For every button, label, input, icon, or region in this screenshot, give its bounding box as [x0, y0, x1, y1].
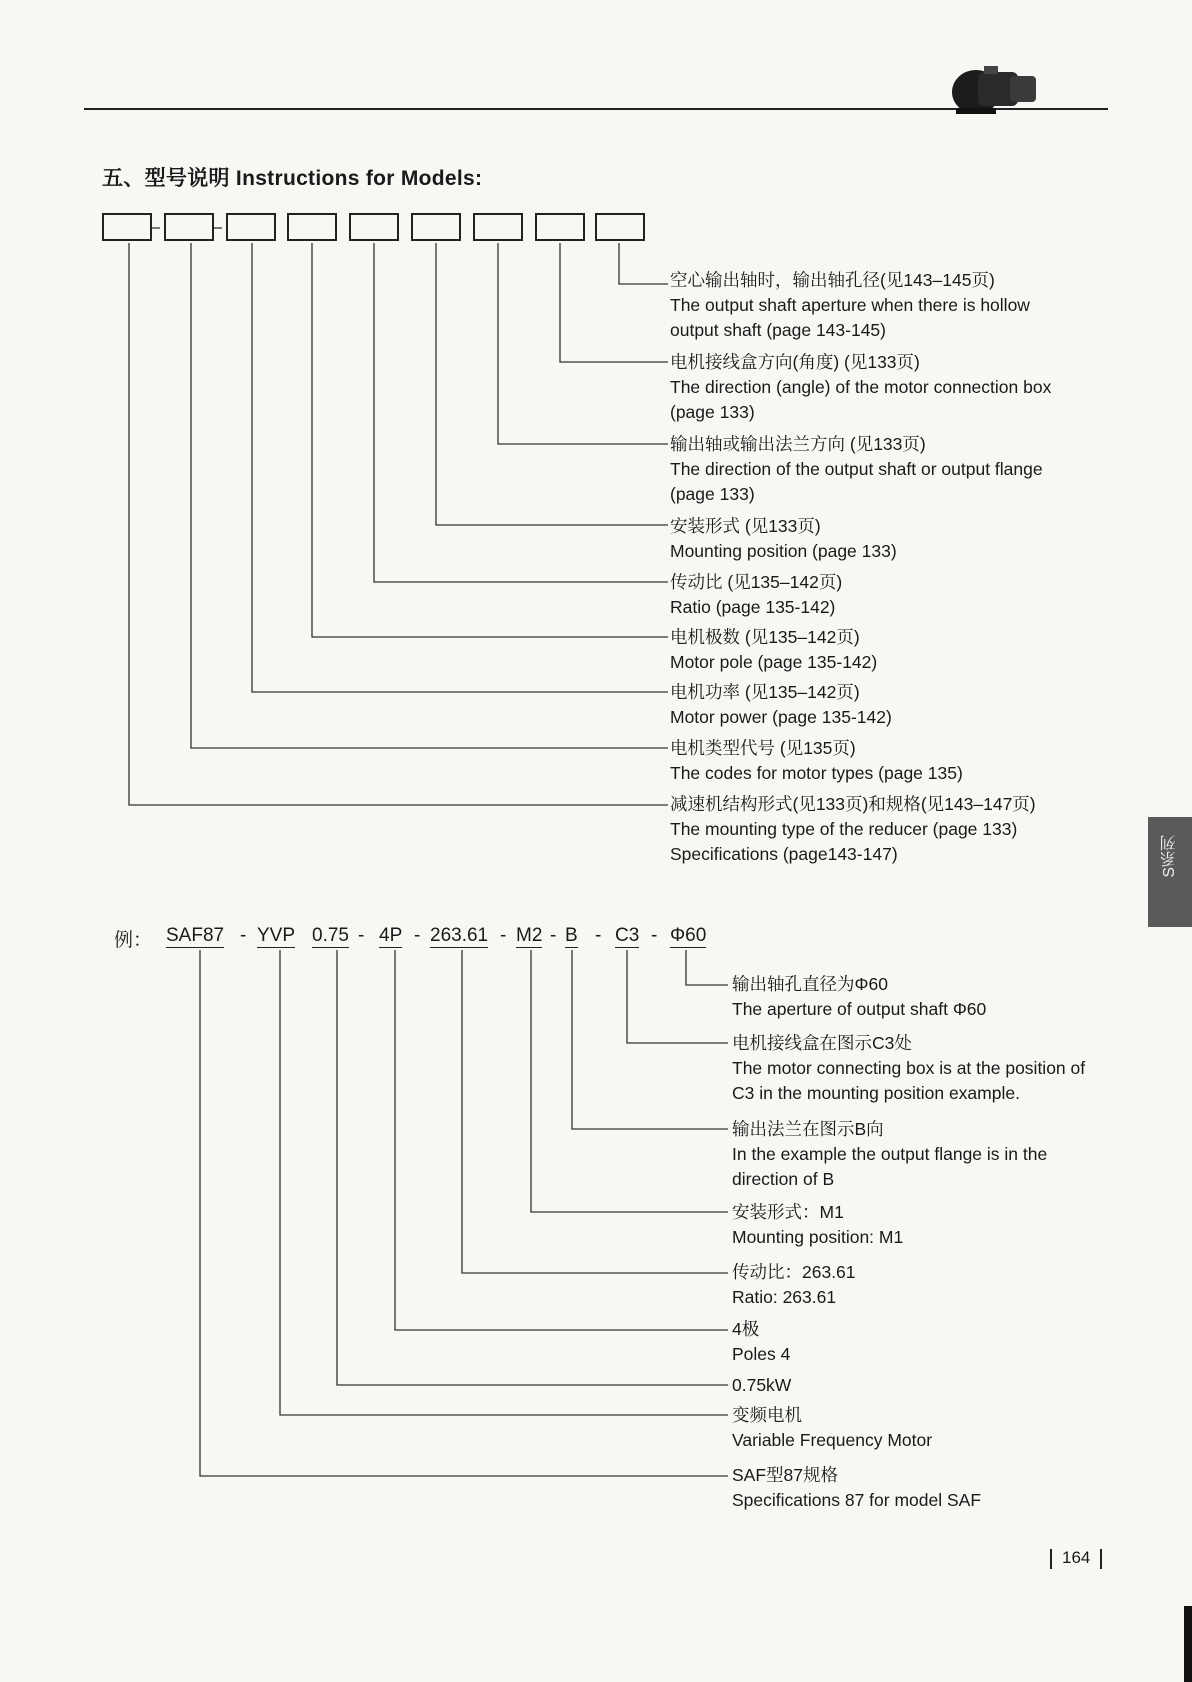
example-desc-aperture: 输出轴孔直径为Φ60 The aperture of output shaft Φ60	[732, 974, 987, 1019]
example-code-flange: B	[565, 925, 578, 946]
example-desc-model: SAF型87规格 Specifications 87 for model SAF	[732, 1465, 982, 1510]
example-code-ratio: 263.61	[430, 925, 489, 946]
example-code-poles: 4P	[379, 925, 403, 946]
example-dash: -	[500, 925, 507, 946]
code-box-8	[535, 213, 585, 241]
desc-motor-type-code: 电机类型代号 (见135页) The codes for motor types (page 135)	[670, 738, 963, 783]
example-desc-connecting-box: 电机接线盒在图示C3处 The motor connecting box is at the position of C3 in the mounting position example.	[732, 1033, 1086, 1103]
example-code-mounting: M2	[516, 925, 543, 946]
example-label: 例：	[114, 930, 153, 951]
code-box-1	[102, 213, 152, 241]
code-box-7	[473, 213, 523, 241]
section-tab: S系列	[1148, 817, 1192, 927]
example-dash: -	[651, 925, 658, 946]
example-code-yvp: YVP	[257, 925, 296, 946]
example-desc-output-flange: 输出法兰在图示B向 In the example the output flange is in the direction of B	[732, 1119, 1048, 1189]
example-desc-mounting: 安装形式：M1 Mounting position: M1	[732, 1202, 904, 1247]
example-desc-poles: 4极 Poles 4	[732, 1319, 791, 1364]
example-desc-ratio: 传动比：263.61 Ratio: 263.61	[732, 1262, 856, 1307]
desc-reducer-type: 减速机结构形式(见133页)和规格(见143–147页) The mounting type of the reducer (page 133) Specifications (page143-147)	[670, 794, 1036, 864]
example-desc-motor: 变频电机 Variable Frequency Motor	[732, 1405, 933, 1450]
desc-motor-power: 电机功率 (见135–142页) Motor power (page 135-142)	[670, 682, 892, 727]
code-box-2	[164, 213, 214, 241]
example-dash: -	[595, 925, 602, 946]
example-code-saf87: SAF87	[166, 925, 225, 946]
desc-motor-pole: 电机极数 (见135–142页) Motor pole (page 135-142)	[670, 627, 878, 672]
desc-mounting-position: 安装形式 (见133页) Mounting position (page 133)	[670, 516, 897, 561]
example-code-power: 0.75	[312, 925, 349, 946]
example-code-aperture: Φ60	[670, 925, 707, 946]
example-dash: -	[358, 925, 365, 946]
code-box-6	[411, 213, 461, 241]
example-dash: -	[414, 925, 421, 946]
desc-motor-connection-box: 电机接线盒方向(角度) (见133页) The direction (angle) of the motor connection box (page 133)	[670, 352, 1052, 422]
example-dash: -	[240, 925, 247, 946]
page-title: 五、型号说明 Instructions for Models:	[102, 167, 483, 190]
code-box-3	[226, 213, 276, 241]
code-box-9	[595, 213, 645, 241]
example-code-box-position: C3	[615, 925, 640, 946]
example-desc-power: 0.75kW	[732, 1375, 792, 1395]
code-box-4	[287, 213, 337, 241]
example-dash: -	[550, 925, 557, 946]
desc-output-shaft-aperture: 空心输出轴时，输出轴孔径(见143–145页) The output shaft aperture when there is hollow output shaft (page 143-145)	[670, 270, 1030, 340]
page-number: 164	[1040, 1548, 1112, 1569]
code-box-5	[349, 213, 399, 241]
desc-ratio: 传动比 (见135–142页) Ratio (page 135-142)	[670, 572, 843, 617]
desc-output-shaft-direction: 输出轴或输出法兰方向 (见133页) The direction of the output shaft or output flange (page 133)	[670, 434, 1043, 504]
edge-mark	[1184, 1606, 1192, 1682]
